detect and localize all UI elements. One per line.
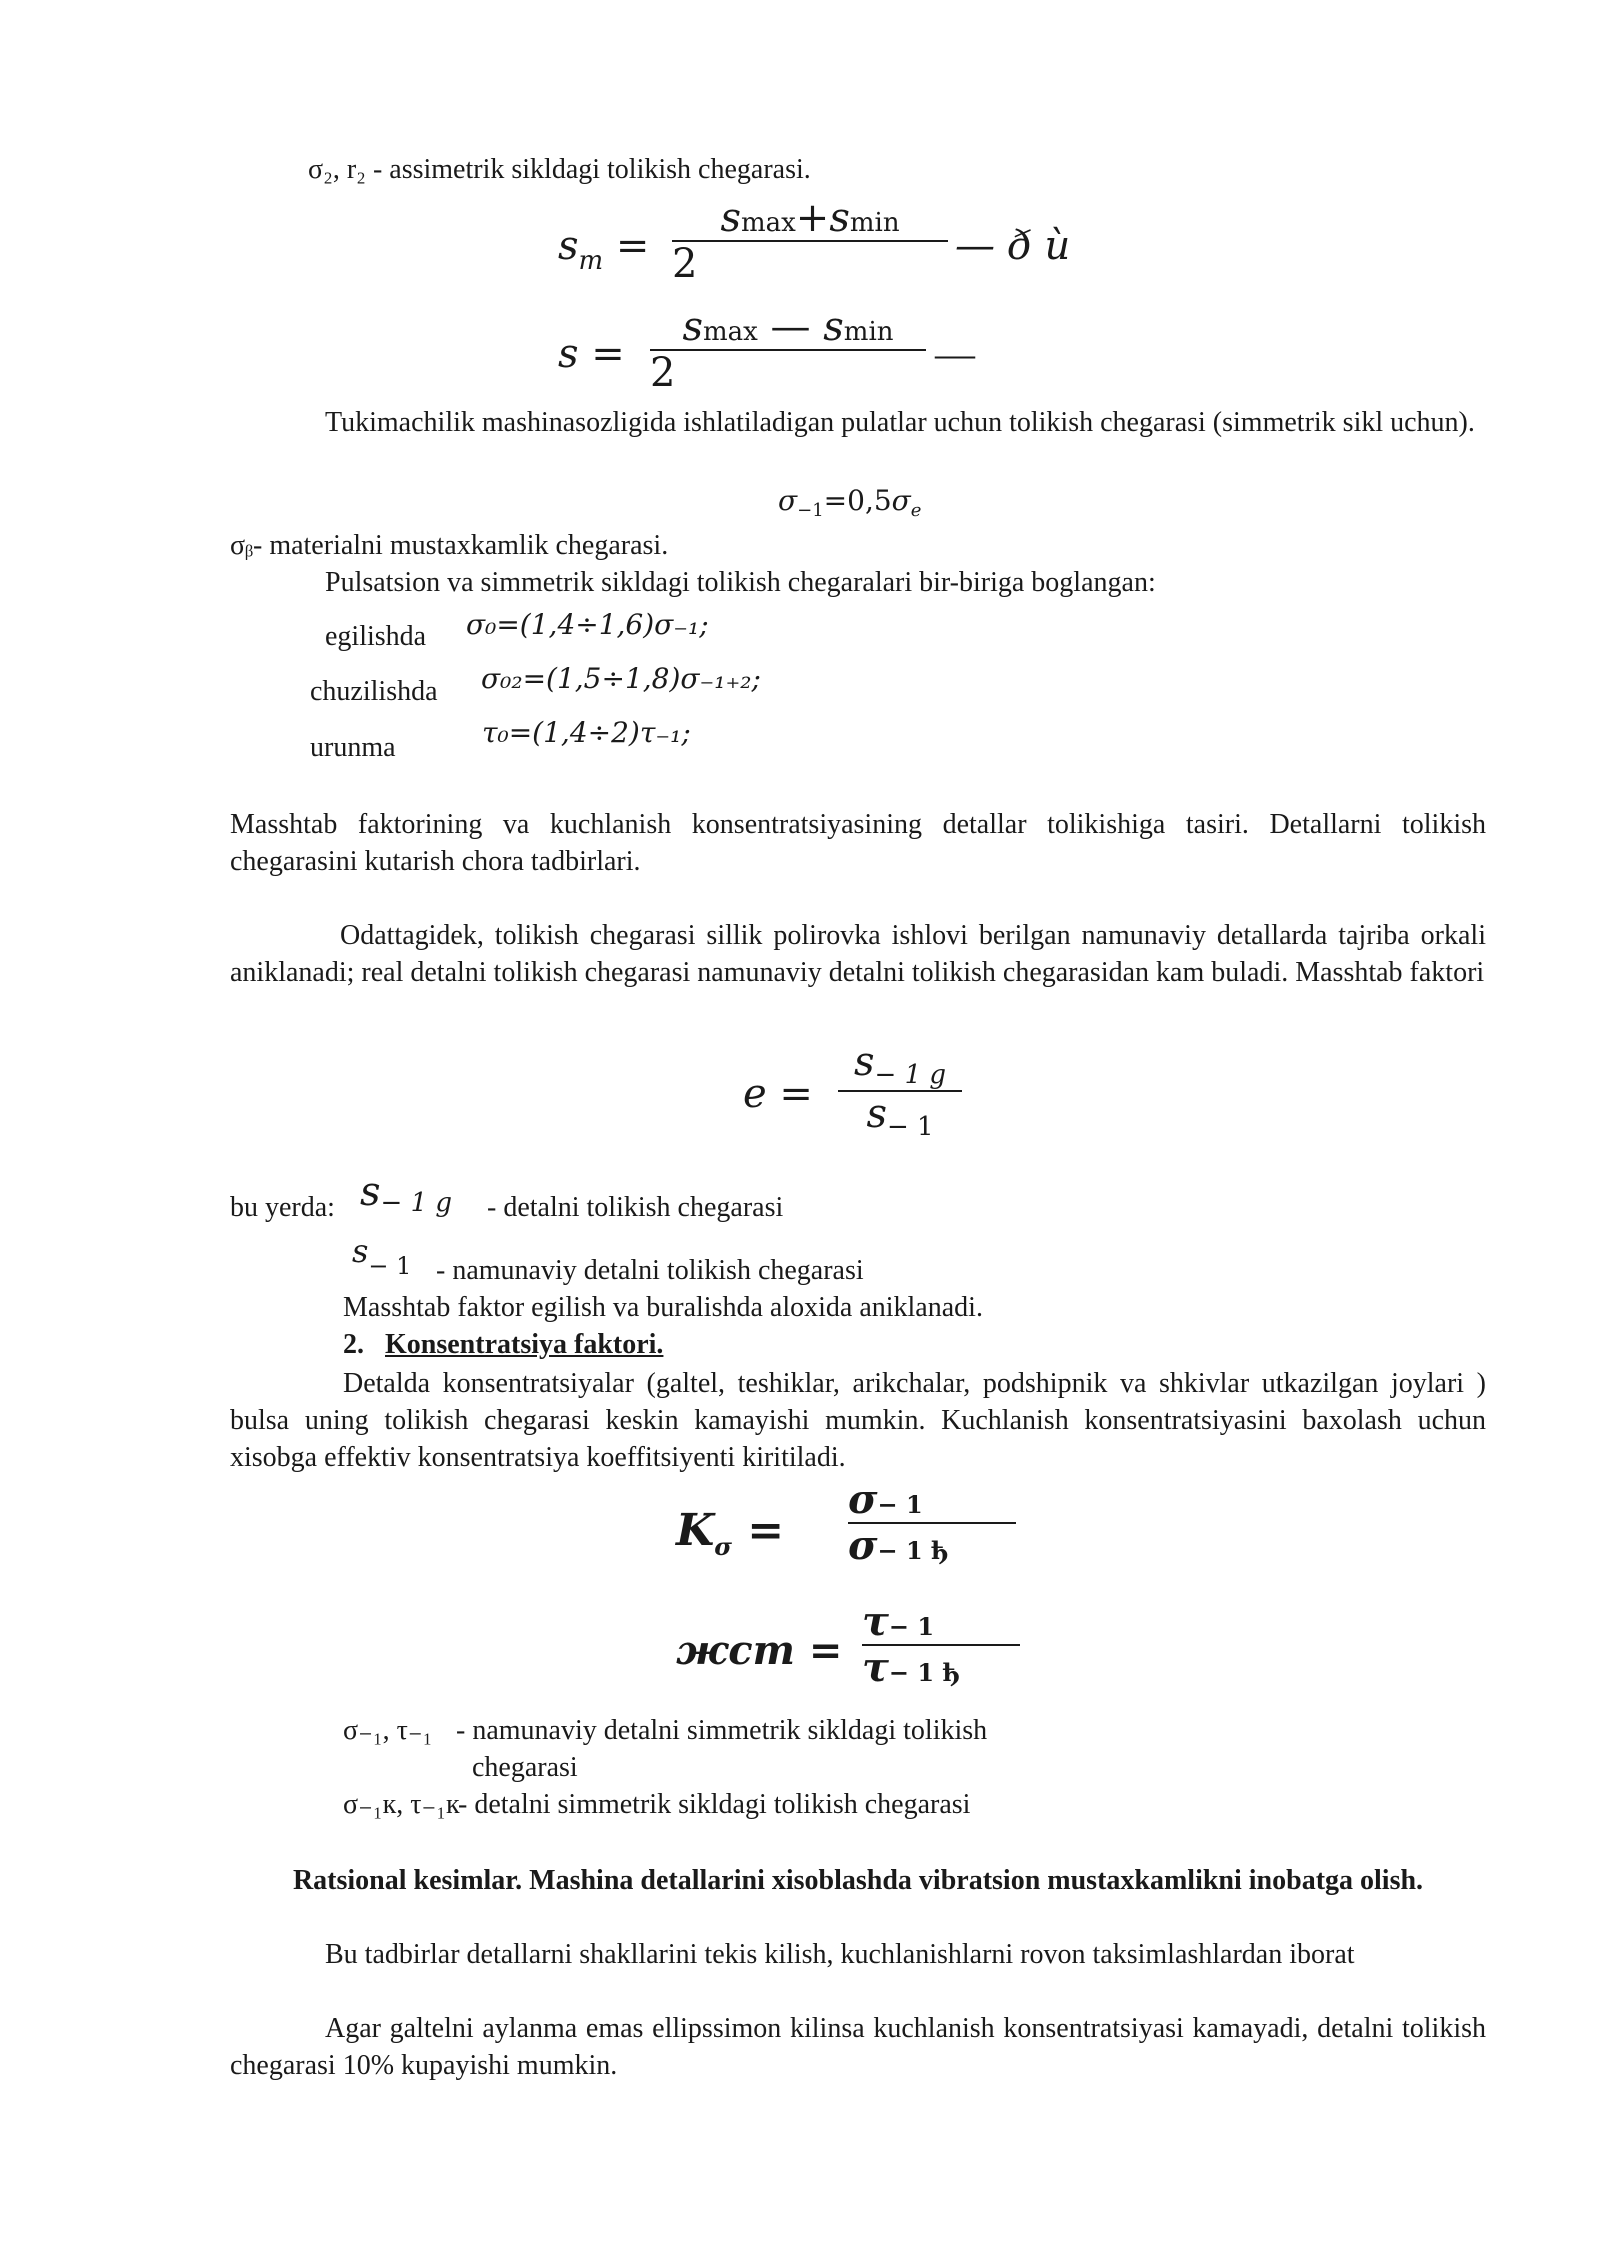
section-heading-rational: Ratsional kesimlar. Mashina detallarini xisoblashda vibratsion mustaxkamlikni inobatga olish. [292,1865,1424,1896]
section-2-heading [343,1328,663,1362]
rel-egilishda-expr: σ₀=(1,4÷1,6)σ₋₁; [466,608,709,641]
paragraph-steels: Tukimachilik mashinasozligida ishlatiladigan pulatlar uchun tolikish chegarasi (simmetrik sikl uchun). [325,407,1475,438]
buyerda-lead: bu yerda: [230,1192,335,1223]
eq-k-fraction [848,1478,1016,1568]
paragraph-measures: Bu tadbirlar detallarni shakllarini tekis kilish, kuchlanishlarni rovon taksimlashlardan iborat [325,1939,1355,1970]
def1-text2: chegarasi [472,1752,578,1783]
def1-text: - namunaviy detalni simmetrik sikldagi tolikish [456,1715,988,1746]
eq-kt-denominator: τ− 1 ђ [862,1644,960,1691]
rel-chuzilishda-label: chuzilishda [310,676,438,707]
paragraph-concentration: Detalda konsentratsiyalar (galtel, teshiklar, arikchalar, podshipnik va shkivlar utkazilgan joylari ) bulsa uning tolikish chegarasi keskin kamayishi mumkin. Kuchlanish konsentratsiyasini baxolash uchun xisobga effektiv konsentratsiya koeffitsiyenti kiritiladi. [230,1368,1486,1473]
eq-sa-fraction [650,305,926,395]
scale-factor-line: Masshtab faktor egilish va buralishda aloxida aniklanadi. [343,1292,983,1323]
paragraph-galtel: Agar galtelni aylanma emas ellipssimon kilinsa kuchlanish konsentratsiyasi kamayadi, detalni tolikish chegarasi 10% kupayishi mumkin. [230,2013,1486,2081]
eq-sm-numerator: smax+smin [720,195,900,241]
rel-chuzilishda-expr: σ₀₂=(1,5÷1,8)σ₋₁₊₂; [481,662,761,695]
section-2-title: Konsentratsiya faktori. [385,1329,664,1360]
eq-sa-tail: — [935,331,975,376]
eq-sm-tail: — ð ù [955,223,1071,269]
sigma2-text: - assimetrik sikldagi tolikish chegarasi. [365,154,811,185]
sigma2-symbol: σ₂, r₂ [308,154,366,185]
eq-sigma-minus1: $\sigma_{-1}=0,5\sigma_e$ [778,484,922,521]
eq-k-lhs: $K_\sigma$ = [676,1505,785,1561]
rel-egilishda-label: egilishda [325,621,427,652]
eq-k-numerator: σ− 1 [848,1476,923,1523]
eq-e-fraction [838,1040,962,1141]
section-2-number: 2. [343,1329,364,1360]
paragraph-pulsation: Pulsatsion va simmetrik sikldagi tolikish chegaralari bir-biriga boglangan: [325,567,1156,598]
paragraph-typically: Odattagidek, tolikish chegarasi sillik polirovka ishlovi berilgan namunaviy detallarda tajriba orkali aniklanadi; real detalni tolikish chegarasi namunaviy detalni tolikish chegarasidan kam buladi. Masshtab faktori [230,920,1486,988]
eq-e-numerator: $s_{- 1 g}$ [853,1039,947,1090]
rel-urunma-expr: τ₀=(1,4÷2)τ₋₁; [482,716,691,749]
buyerda-text: - detalni tolikish chegarasi [487,1192,784,1223]
eq-sm-denominator: 2 [672,241,698,287]
buyerda-symbol: s− 1 g [360,1169,453,1218]
eq-kt-numerator: τ− 1 [862,1598,935,1645]
sigma2-line [308,153,811,187]
eq-sm-lhs: $s_m$ = [558,223,650,276]
def2-symbol: σ₋₁к, τ₋₁к [343,1789,460,1820]
eq-e-lhs: e = [743,1071,813,1117]
sigma-b-line [230,529,668,563]
eq-e-denominator: $s_{- 1}$ [866,1090,934,1142]
rel-urunma-label: urunma [310,732,396,763]
eq-kt-fraction [862,1600,1020,1690]
eq-sa-numerator: smax — smin [682,304,894,350]
s1-text: - namunaviy detalni tolikish chegarasi [436,1255,864,1286]
eq-k-denominator: σ− 1 ђ [848,1522,949,1569]
s1-symbol: $s_{- 1}$ [352,1232,412,1280]
sigma-b-symbol: σᵦ [230,530,253,561]
def1-symbol: σ₋₁, τ₋₁ [343,1715,433,1746]
eq-sm-fraction [672,196,948,286]
eq-sa-lhs: s = [558,331,625,377]
eq-sa-denominator: 2 [650,350,676,396]
def2-text: - detalni simmetrik sikldagi tolikish chegarasi [458,1789,971,1820]
paragraph-scale-factor-topic: Masshtab faktorining va kuchlanish konsentratsiyasining detallar tolikishiga tasiri. Detallarni tolikish chegarasini kutarish chora tadbirlari. [230,809,1486,877]
eq-kt-lhs: жст = [676,1627,843,1674]
sigma-b-text: - materialni mustaxkamlik chegarasi. [253,530,669,561]
